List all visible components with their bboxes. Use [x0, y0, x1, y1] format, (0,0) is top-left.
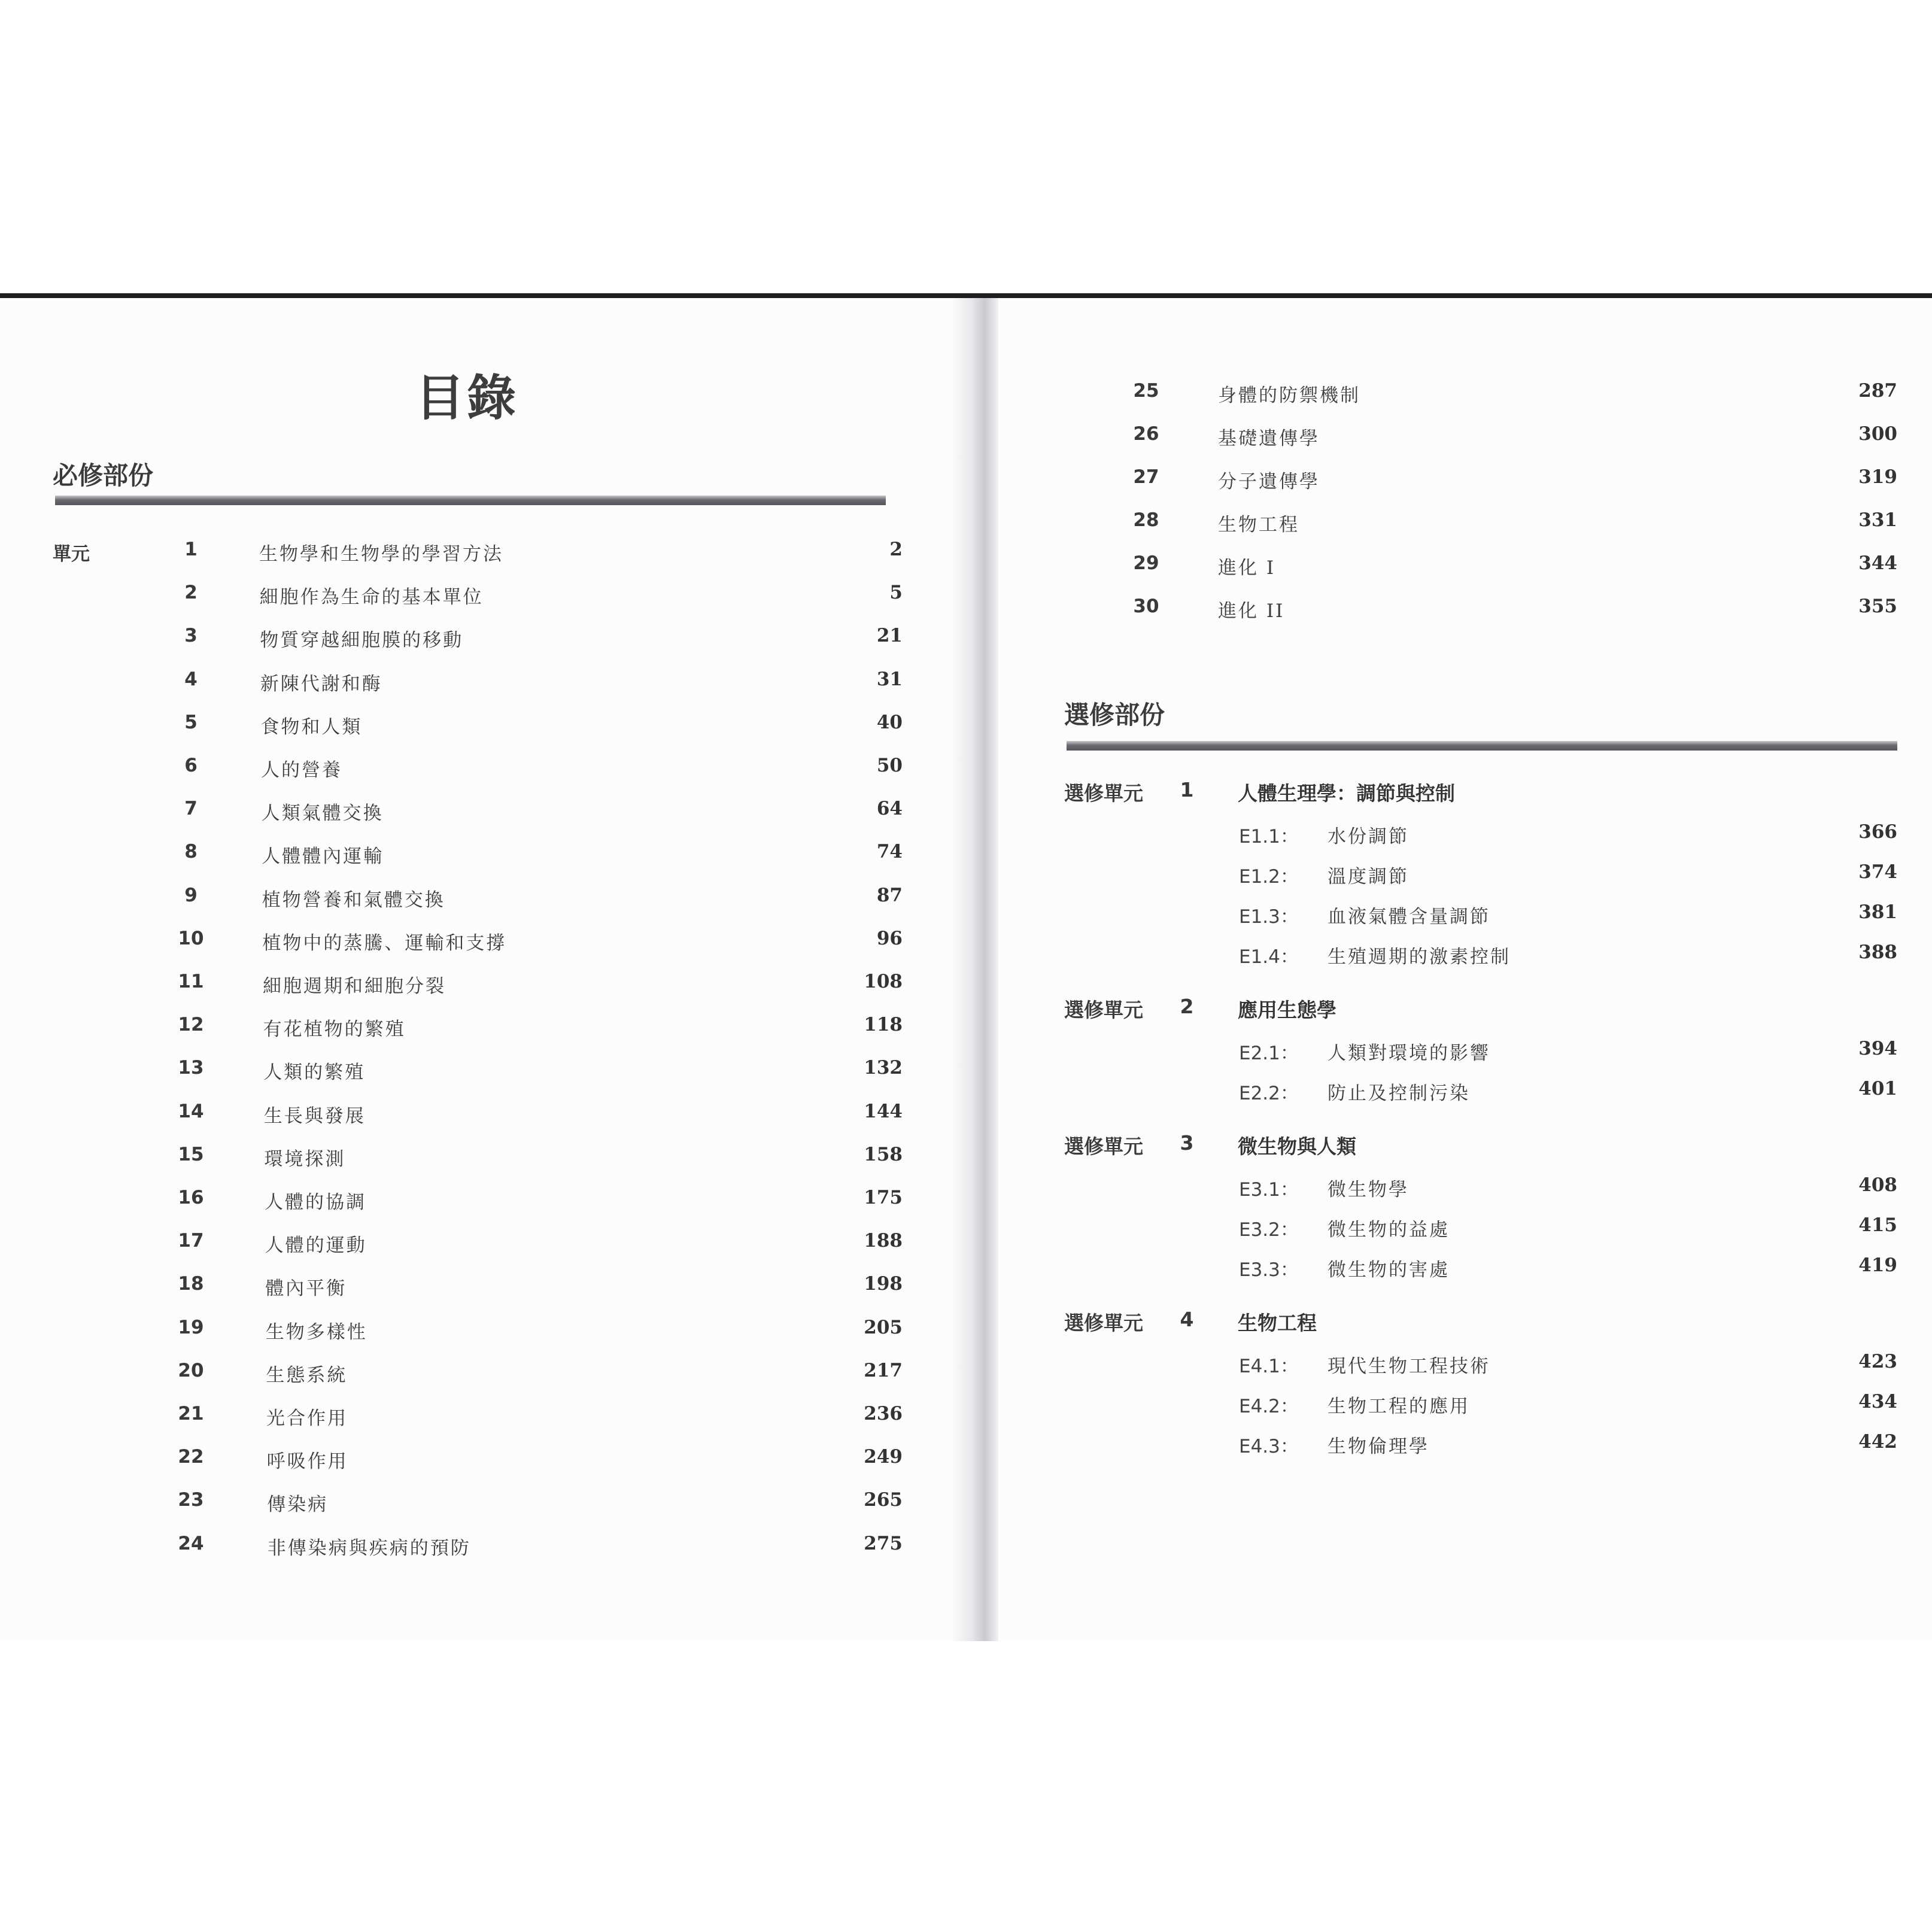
- chapter-title: 生長與發展: [263, 1105, 366, 1127]
- chapter-number: 20: [178, 1359, 204, 1381]
- elective-topic-row: [1239, 1351, 1897, 1387]
- toc-row: [53, 712, 903, 748]
- toc-row: [1125, 380, 1897, 416]
- elective-unit-title: 微生物與人類: [1238, 1135, 1356, 1158]
- chapter-title: 非傳染病與疾病的預防: [267, 1537, 471, 1559]
- topic-code: E2.1：: [1239, 1043, 1299, 1064]
- page-number: 188: [864, 1230, 903, 1252]
- page-number: 319: [1858, 466, 1897, 488]
- page-number: 2: [889, 539, 903, 560]
- topic-title: 人類對環境的影響: [1328, 1043, 1490, 1064]
- toc-row: [1125, 466, 1897, 502]
- topic-code: E3.2：: [1239, 1219, 1299, 1241]
- chapter-title: 基礎遺傳學: [1218, 428, 1320, 449]
- page-number: 401: [1858, 1078, 1897, 1099]
- chapter-number: 26: [1133, 423, 1159, 445]
- chapter-number: 25: [1133, 380, 1159, 402]
- chapter-title: 生物工程: [1218, 514, 1299, 536]
- topic-title: 生殖週期的激素控制: [1328, 946, 1511, 968]
- page-number: 158: [864, 1143, 903, 1165]
- chapter-number: 14: [178, 1100, 204, 1122]
- toc-row: [53, 971, 903, 1007]
- elective-unit-heading: [1064, 1308, 1897, 1344]
- toc-row: [53, 841, 903, 877]
- elective-topic-row: [1239, 821, 1897, 857]
- page-number: 74: [876, 841, 903, 863]
- chapter-title: 分子遺傳學: [1218, 471, 1320, 493]
- elective-unit-title: 應用生態學: [1238, 998, 1336, 1022]
- elective-unit-number: 1: [1180, 778, 1194, 801]
- topic-title: 生物倫理學: [1328, 1436, 1429, 1457]
- chapter-number: 27: [1133, 466, 1159, 488]
- page-number: 132: [864, 1057, 903, 1079]
- page-number: 344: [1858, 552, 1897, 574]
- elective-topic-row: [1239, 1038, 1897, 1074]
- page-number: 415: [1858, 1214, 1897, 1236]
- chapter-number: 12: [178, 1014, 204, 1036]
- page-number: 236: [864, 1403, 903, 1424]
- chapter-title: 光合作用: [266, 1408, 348, 1429]
- topic-code: E4.2：: [1239, 1396, 1299, 1417]
- chapter-number: 9: [184, 884, 198, 906]
- scan-edge: [0, 293, 1932, 298]
- chapter-number: 5: [184, 711, 198, 733]
- page-number: 275: [864, 1532, 903, 1554]
- chapter-title: 生物學和生物學的學習方法: [259, 543, 503, 565]
- topic-title: 生物工程的應用: [1328, 1396, 1470, 1417]
- elective-unit-heading: [1064, 778, 1897, 814]
- page-number: 331: [1858, 509, 1897, 531]
- toc-row: [53, 1489, 903, 1525]
- page-number: 366: [1858, 821, 1897, 843]
- chapter-title: 進化 I: [1218, 557, 1276, 579]
- topic-code: E3.1：: [1239, 1179, 1299, 1201]
- chapter-number: 8: [184, 841, 198, 863]
- toc-row: [1125, 423, 1897, 459]
- chapter-title: 植物中的蒸騰、運輸和支撐: [262, 932, 507, 954]
- chapter-number: 18: [178, 1273, 204, 1295]
- page-number: 434: [1858, 1391, 1897, 1412]
- chapter-title: 體內平衡: [265, 1278, 347, 1300]
- toc-row: [53, 1533, 903, 1569]
- chapter-number: 28: [1133, 509, 1159, 531]
- topic-code: E3.3：: [1239, 1259, 1299, 1281]
- page-number: 175: [864, 1187, 903, 1208]
- page-number: 108: [864, 971, 903, 992]
- chapter-number: 16: [178, 1187, 204, 1208]
- chapter-title: 生態系統: [266, 1364, 348, 1386]
- topic-title: 微生物的益處: [1328, 1219, 1450, 1241]
- chapter-number: 6: [184, 755, 198, 776]
- elective-unit-number: 4: [1180, 1308, 1194, 1331]
- elective-topic-row: [1239, 1214, 1897, 1250]
- toc-row: [53, 885, 903, 921]
- page-number: 419: [1858, 1254, 1897, 1276]
- chapter-number: 15: [178, 1143, 204, 1165]
- page-number: 198: [864, 1273, 903, 1295]
- toc-row: [53, 582, 903, 618]
- topic-title: 溫度調節: [1328, 866, 1409, 888]
- page-number: 87: [876, 884, 903, 906]
- page-number: 442: [1858, 1431, 1897, 1453]
- chapter-title: 人類氣體交換: [261, 803, 384, 825]
- chapter-title: 細胞週期和細胞分裂: [263, 976, 446, 997]
- toc-row: [53, 1446, 903, 1482]
- topic-code: E1.1：: [1239, 826, 1299, 847]
- chapter-number: 10: [178, 927, 204, 949]
- chapter-title: 傳染病: [267, 1494, 329, 1516]
- chapter-title: 環境探測: [264, 1148, 346, 1170]
- chapter-number: 13: [178, 1057, 204, 1079]
- page-number: 355: [1858, 596, 1897, 617]
- toc-row: [1125, 509, 1897, 545]
- toc-row: [1125, 552, 1897, 588]
- topic-code: E4.1：: [1239, 1356, 1299, 1377]
- chapter-title: 進化 II: [1218, 600, 1285, 622]
- page-number: 144: [864, 1100, 903, 1122]
- elective-unit-number: 2: [1180, 995, 1194, 1018]
- toc-row: [53, 625, 903, 661]
- toc-row: [53, 1101, 903, 1137]
- chapter-number: 22: [178, 1446, 204, 1468]
- chapter-number: 17: [178, 1230, 204, 1252]
- chapter-number: 19: [178, 1316, 204, 1338]
- chapter-number: 11: [178, 971, 204, 992]
- topic-code: E4.3：: [1239, 1436, 1299, 1457]
- chapter-title: 身體的防禦機制: [1218, 385, 1360, 406]
- chapter-title: 生物多樣性: [265, 1321, 367, 1343]
- toc-row: [53, 1403, 903, 1439]
- page-number: 423: [1858, 1351, 1897, 1372]
- elective-topic-row: [1239, 1431, 1897, 1467]
- topic-title: 現代生物工程技術: [1328, 1356, 1490, 1377]
- toc-row: [53, 1057, 903, 1093]
- elective-topic-row: [1239, 941, 1897, 977]
- page-number: 31: [876, 668, 903, 690]
- topic-code: E1.2：: [1239, 866, 1299, 888]
- page-number: 217: [864, 1359, 903, 1381]
- elective-topic-row: [1239, 1174, 1897, 1210]
- chapter-number: 29: [1133, 552, 1159, 574]
- elective-unit-title: 生物工程: [1238, 1311, 1317, 1335]
- chapter-title: 有花植物的繁殖: [263, 1019, 406, 1041]
- page-number: 388: [1858, 941, 1897, 963]
- chapter-number: 1: [184, 539, 198, 560]
- topic-title: 微生物學: [1328, 1179, 1409, 1201]
- chapter-title: 人體體內運輸: [262, 846, 384, 868]
- page-number: 64: [876, 798, 903, 820]
- elective-heading: 選修部份: [1064, 700, 1165, 730]
- topic-code: E1.4：: [1239, 946, 1299, 968]
- chapter-number: 7: [184, 798, 198, 820]
- chapter-title: 細胞作為生命的基本單位: [259, 587, 484, 609]
- chapter-title: 人體的運動: [265, 1235, 367, 1257]
- page-number: 408: [1858, 1174, 1897, 1196]
- topic-code: E1.3：: [1239, 906, 1299, 928]
- topic-title: 水份調節: [1328, 826, 1409, 847]
- elective-unit-label: 選修單元: [1064, 1311, 1143, 1335]
- chapter-number: 24: [178, 1532, 204, 1554]
- page-number: 21: [876, 625, 903, 647]
- toc-row: [53, 1360, 903, 1396]
- page-number: 50: [876, 755, 903, 776]
- elective-topic-row: [1239, 1391, 1897, 1427]
- elective-unit-label: 選修單元: [1064, 1135, 1143, 1158]
- topic-code: E2.2：: [1239, 1083, 1299, 1104]
- page-number: 5: [889, 582, 903, 604]
- toc-title: 目錄: [415, 370, 518, 427]
- chapter-title: 呼吸作用: [266, 1451, 348, 1473]
- chapter-number: 3: [184, 625, 198, 647]
- page-number: 118: [864, 1014, 903, 1036]
- toc-row: [53, 539, 903, 575]
- toc-row: [53, 669, 903, 704]
- page-number: 287: [1858, 380, 1897, 402]
- elective-topic-row: [1239, 1254, 1897, 1290]
- toc-row: [53, 1273, 903, 1309]
- chapter-title: 食物和人類: [260, 716, 363, 738]
- toc-row: [53, 1230, 903, 1266]
- elective-rule: [1067, 741, 1897, 751]
- toc-row: [53, 1144, 903, 1180]
- elective-unit-title: 人體生理學：調節與控制: [1238, 782, 1455, 805]
- compulsory-rule: [55, 496, 886, 505]
- elective-unit-number: 3: [1180, 1131, 1194, 1155]
- page-number: 249: [864, 1446, 903, 1468]
- chapter-number: 21: [178, 1403, 204, 1424]
- compulsory-heading: 必修部份: [53, 461, 154, 490]
- toc-row: [1125, 596, 1897, 631]
- elective-unit-label: 選修單元: [1064, 998, 1143, 1022]
- toc-row: [53, 1317, 903, 1353]
- chapter-title: 物質穿越細胞膜的移動: [260, 630, 464, 652]
- topic-title: 微生物的害處: [1328, 1259, 1450, 1281]
- elective-unit-label: 選修單元: [1064, 782, 1143, 805]
- toc-row: [53, 1014, 903, 1050]
- page-number: 381: [1858, 901, 1897, 923]
- page-number: 96: [876, 927, 903, 949]
- chapter-number: 30: [1133, 596, 1159, 617]
- book-gutter: [953, 298, 998, 1641]
- chapter-title: 新陳代謝和酶: [260, 673, 382, 695]
- chapter-number: 23: [178, 1489, 204, 1511]
- elective-topic-row: [1239, 861, 1897, 897]
- page-number: 374: [1858, 861, 1897, 883]
- page-number: 205: [864, 1316, 903, 1338]
- chapter-number: 4: [184, 668, 198, 690]
- chapter-title: 植物營養和氣體交換: [262, 889, 445, 911]
- page-number: 40: [876, 711, 903, 733]
- toc-row: [53, 1187, 903, 1223]
- elective-topic-row: [1239, 901, 1897, 937]
- chapter-title: 人的營養: [261, 760, 342, 781]
- elective-unit-heading: [1064, 1131, 1897, 1167]
- chapter-title: 人類的繁殖: [263, 1062, 366, 1084]
- toc-row: [53, 928, 903, 964]
- topic-title: 防止及控制污染: [1328, 1083, 1470, 1104]
- toc-row: [53, 798, 903, 834]
- elective-topic-row: [1239, 1078, 1897, 1114]
- chapter-number: 2: [184, 582, 198, 604]
- chapter-title: 人體的協調: [265, 1192, 366, 1213]
- page-number: 394: [1858, 1038, 1897, 1059]
- toc-row: [53, 755, 903, 791]
- page-number: 265: [864, 1489, 903, 1511]
- topic-title: 血液氣體含量調節: [1328, 906, 1490, 928]
- unit-label: 單元: [53, 543, 90, 565]
- elective-unit-heading: [1064, 995, 1897, 1031]
- page-number: 300: [1858, 423, 1897, 445]
